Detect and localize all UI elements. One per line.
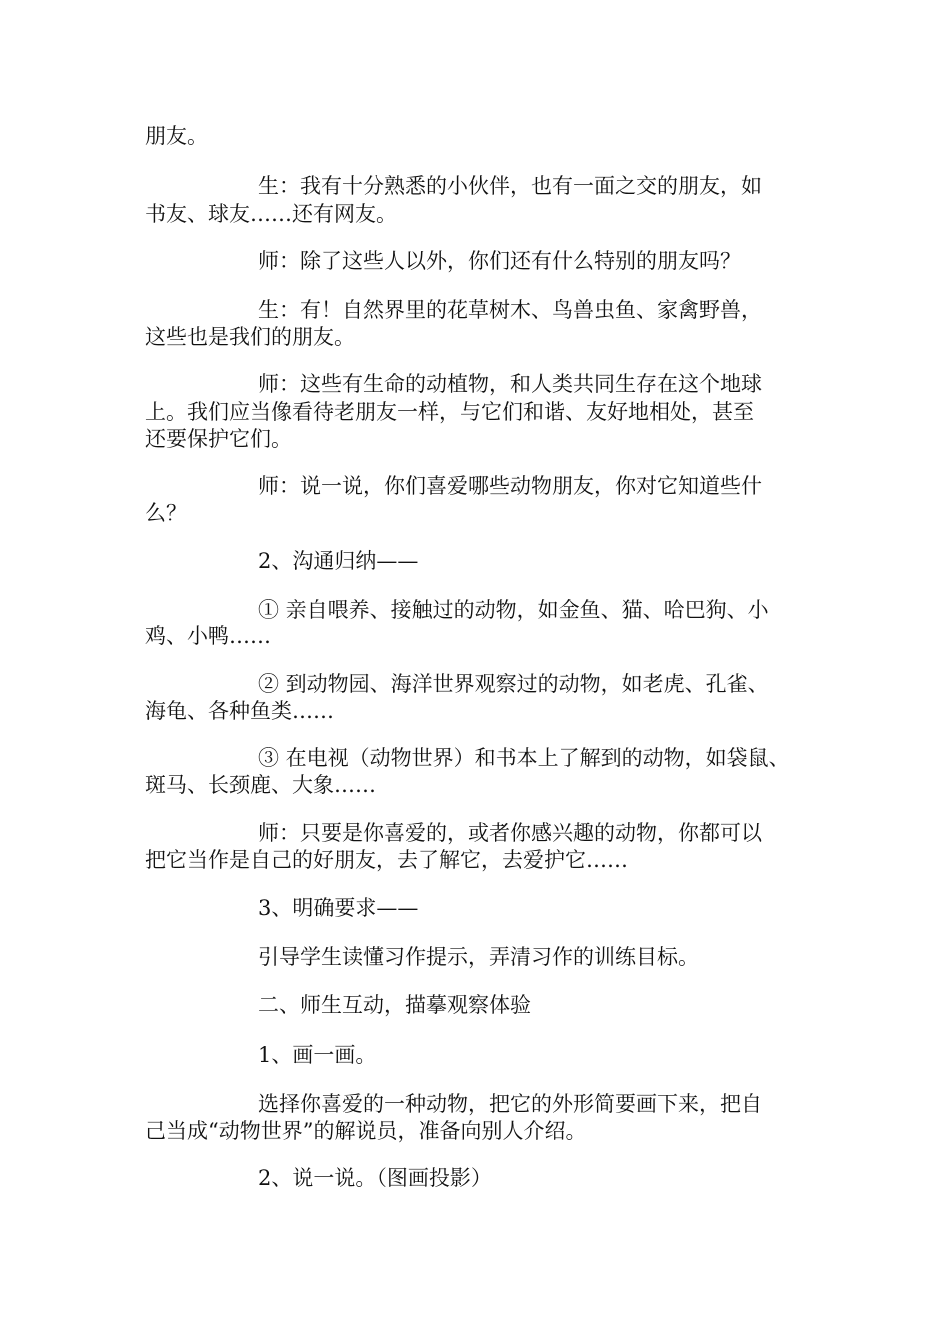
text-line: 3、明确要求—— xyxy=(258,896,419,920)
text-line: 朋友。 xyxy=(145,124,208,148)
text-line: 2、沟通归纳—— xyxy=(258,549,419,573)
text-line: 师：说一说，你们喜爱哪些动物朋友，你对它知道些什 xyxy=(258,474,762,498)
text-line: 选择你喜爱的一种动物，把它的外形简要画下来，把自 xyxy=(258,1092,762,1116)
text-line: ② 到动物园、海洋世界观察过的动物，如老虎、孔雀、 xyxy=(258,672,769,696)
text-line: 还要保护它们。 xyxy=(145,427,292,451)
text-line: 生：有！自然界里的花草树木、鸟兽虫鱼、家禽野兽， xyxy=(258,298,762,322)
text-line: 师：只要是你喜爱的，或者你感兴趣的动物，你都可以 xyxy=(258,821,762,845)
text-line: 斑马、长颈鹿、大象…… xyxy=(145,773,376,797)
text-line: 海龟、各种鱼类…… xyxy=(145,699,334,723)
text-line: 鸡、小鸭…… xyxy=(145,624,271,648)
text-line: 这些也是我们的朋友。 xyxy=(145,325,355,349)
text-line: 己当成“动物世界”的解说员，准备向别人介绍。 xyxy=(145,1119,587,1143)
text-line: 师：除了这些人以外，你们还有什么特别的朋友吗？ xyxy=(258,249,741,273)
text-line: ① 亲自喂养、接触过的动物，如金鱼、猫、哈巴狗、小 xyxy=(258,598,769,622)
text-line: 把它当作是自己的好朋友，去了解它，去爱护它…… xyxy=(145,848,628,872)
text-line: 1、画一画。 xyxy=(258,1043,377,1067)
text-line: 引导学生读懂习作提示，弄清习作的训练目标。 xyxy=(258,945,699,969)
text-line: 生：我有十分熟悉的小伙伴，也有一面之交的朋友，如 xyxy=(258,174,762,198)
text-line: 书友、球友……还有网友。 xyxy=(145,202,397,226)
text-line: 2、说一说。（图画投影） xyxy=(258,1166,492,1190)
text-line: 师：这些有生命的动植物，和人类共同生存在这个地球 xyxy=(258,372,762,396)
text-line: 二、师生互动，描摹观察体验 xyxy=(258,993,531,1017)
text-line: 上。我们应当像看待老朋友一样，与它们和谐、友好地相处，甚至 xyxy=(145,400,754,424)
text-line: 么？ xyxy=(145,501,187,525)
text-line: ③ 在电视（动物世界）和书本上了解到的动物，如袋鼠、 xyxy=(258,746,790,770)
